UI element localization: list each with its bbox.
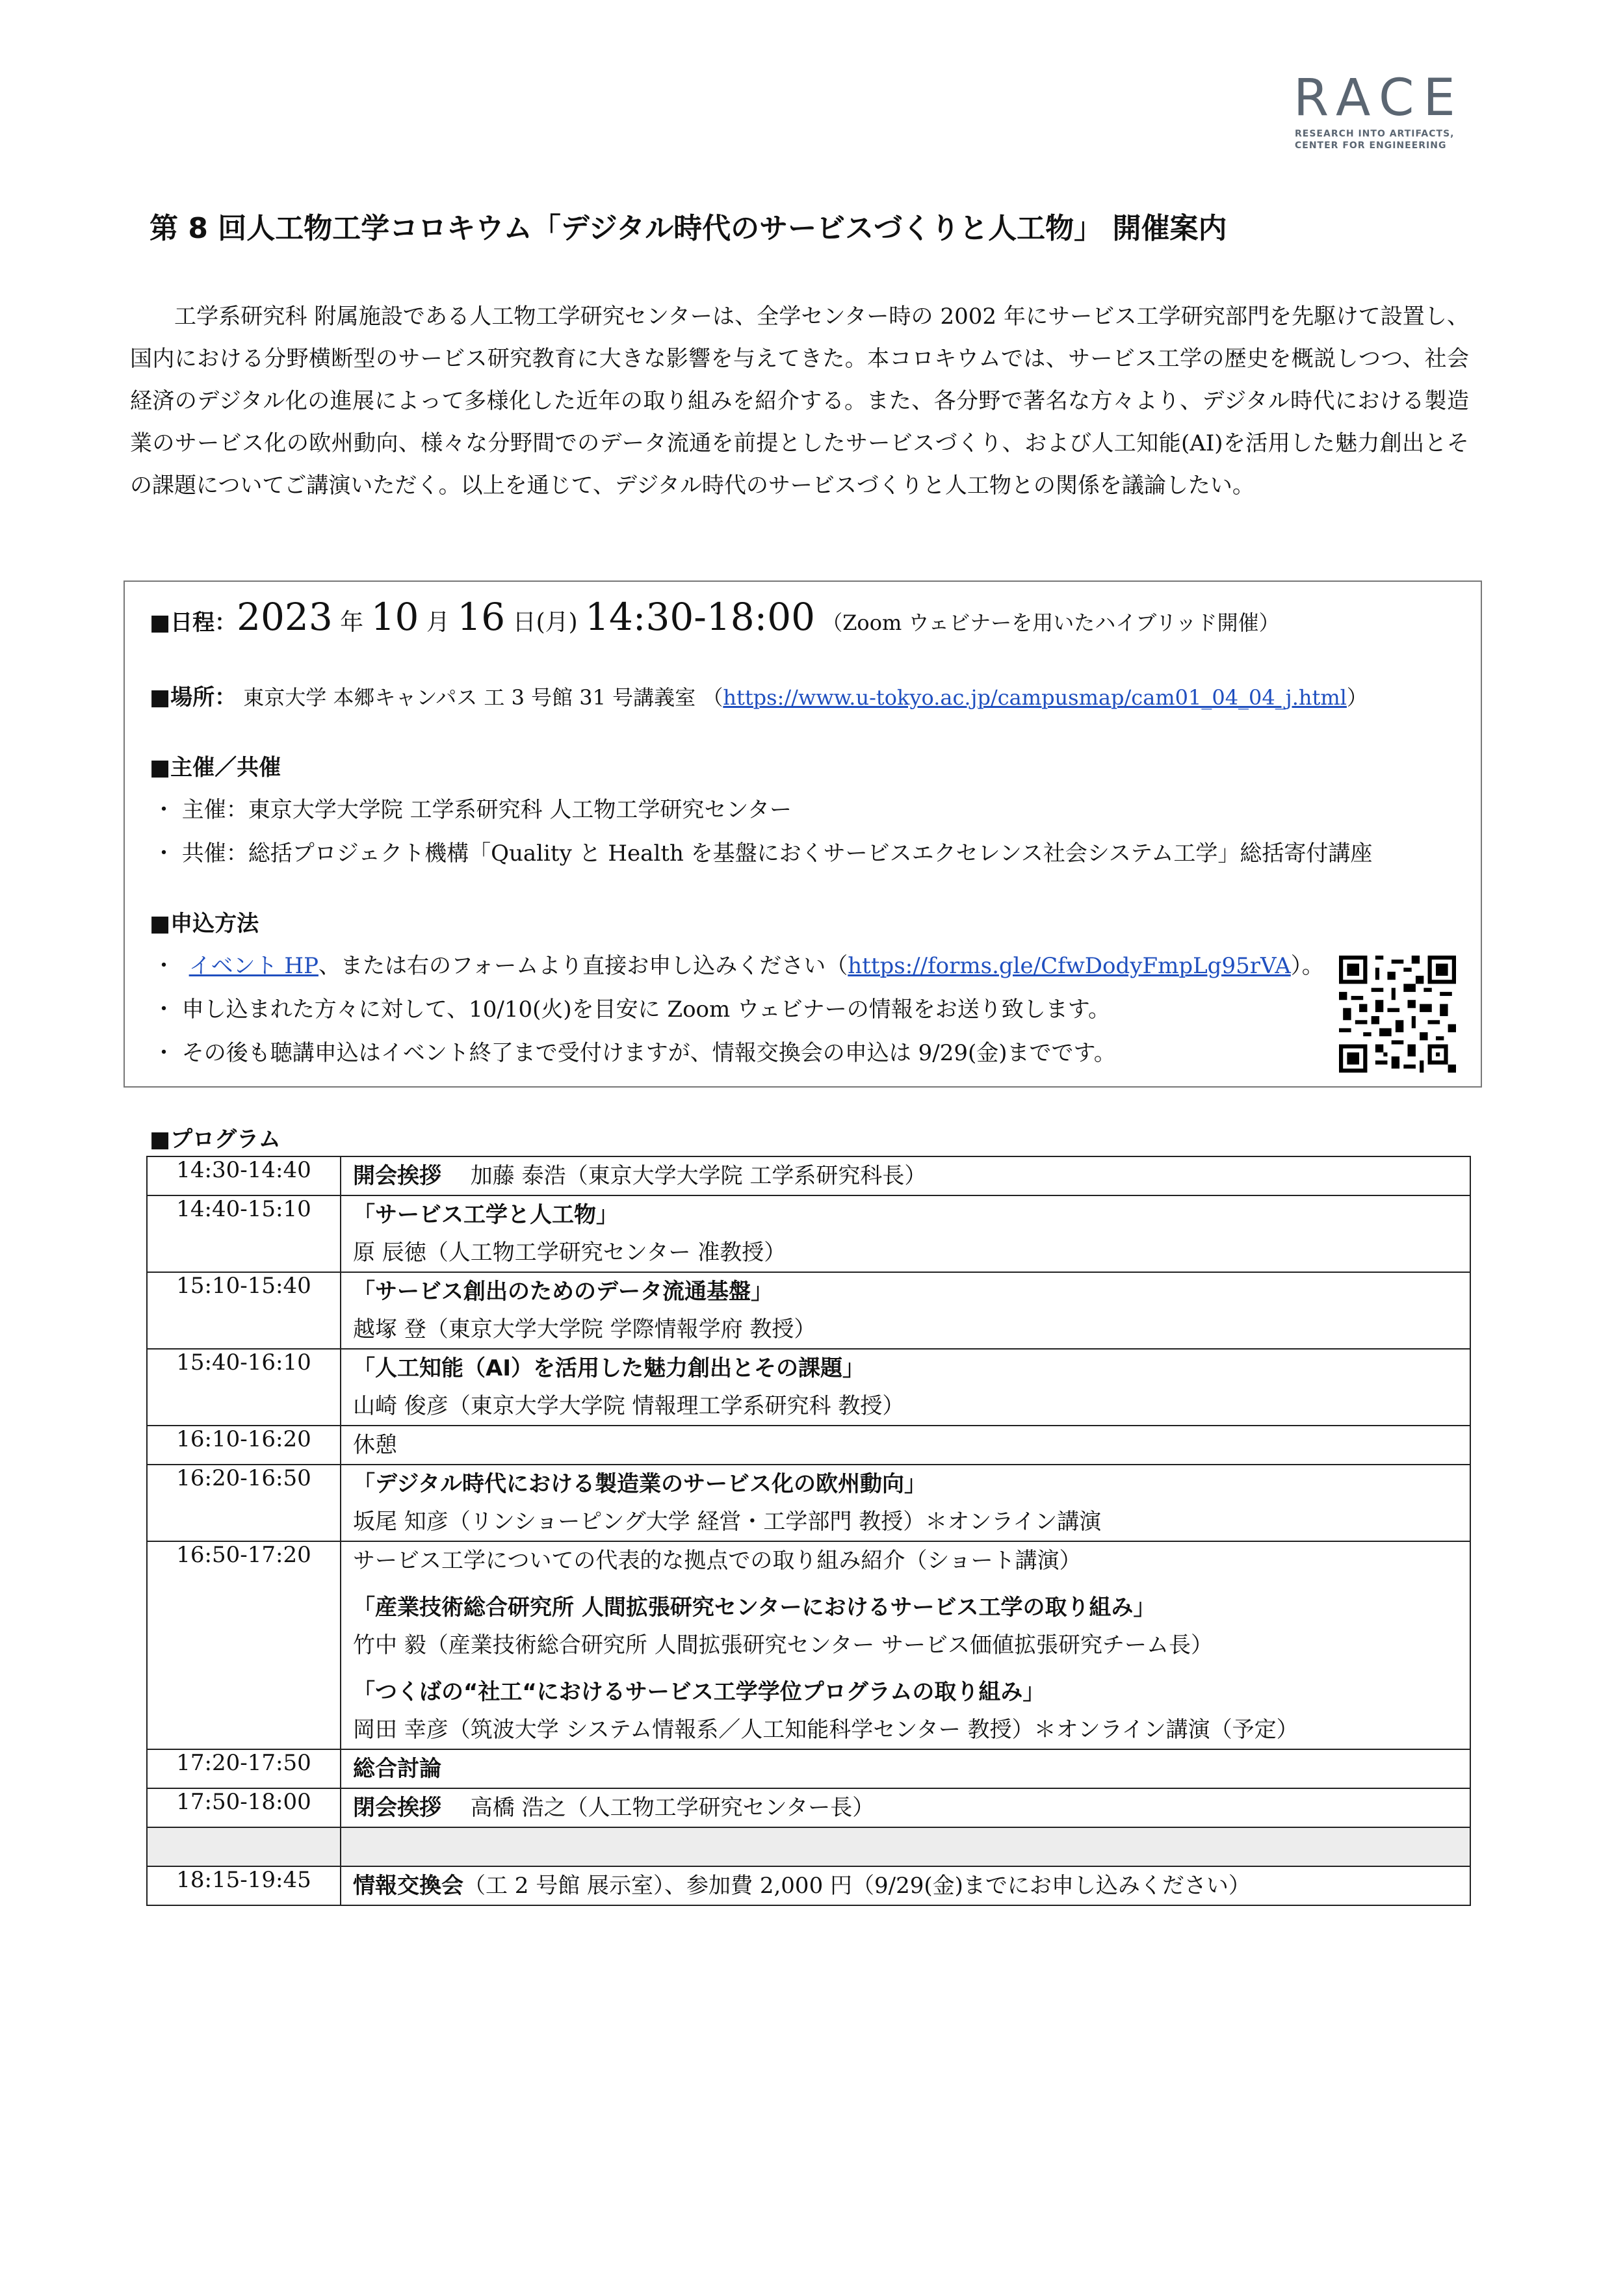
table-row xyxy=(147,1349,1470,1426)
time-cell: 17:50-18:00 xyxy=(147,1788,341,1827)
time-cell: 16:20-16:50 xyxy=(147,1465,341,1541)
application-item-3: ・ その後も聴講申込はイベント終了まで受付けますが、情報交換会の申込は 9/29(金)までです。 xyxy=(153,1040,1116,1066)
time-cell: 14:40-15:10 xyxy=(147,1195,341,1272)
table-row xyxy=(147,1866,1470,1905)
intro-paragraph: 工学系研究科 附属施設である人工物工学研究センターは、全学センター時の 2002 年にサービス工学研究部門を先駆けて設置し、国内における分野横断型のサービス研究教育に大きな影響を与えてきた。本コロキウムでは、サービス工学の歴史を概説しつつ、社会経済のデジタル化の進展によって多様化した近年の取り組みを紹介する。また、各分野で著名な方々より、デジタル時代における製造業のサービス化の欧州動向、様々な分野間でのデータ流通を前提としたサービスづくり、および人工知能(AI)を活用した魅力創出とその課題についてご講演いただく。以上を通じて、デジタル時代のサービスづくりと人工物との関係を議論したい。 xyxy=(130,304,1469,499)
session-intro-text: サービス工学についての代表的な拠点での取り組み紹介（ショート講演） xyxy=(353,1548,1082,1574)
event-hp-link[interactable]: イベント HP xyxy=(188,953,318,979)
table-row xyxy=(147,1426,1470,1465)
description-cell xyxy=(341,1272,1470,1349)
venue-map-link[interactable]: https://www.u-tokyo.ac.jp/campusmap/cam01_04_04_j.html xyxy=(723,685,1347,710)
session-title: 「サービス工学と人工物」 xyxy=(353,1202,618,1228)
session-title: 総合討論 xyxy=(353,1756,441,1782)
session-title: 「サービス創出のためのデータ流通基盤」 xyxy=(353,1279,773,1305)
time-cell: 17:20-17:50 xyxy=(147,1749,341,1788)
event-detail-text: （工 2 号館 展示室）、参加費 2,000 円（9/29(金)までにお申し込みください） xyxy=(463,1873,1251,1899)
table-row xyxy=(147,1195,1470,1272)
time-cell: 15:40-16:10 xyxy=(147,1349,341,1426)
program-heading: ■プログラム xyxy=(150,1127,281,1153)
speaker-text: 坂尾 知彦（リンショーピング大学 経営・工学部門 教授）＊オンライン講演 xyxy=(353,1509,1102,1535)
table-row xyxy=(147,1541,1470,1749)
session-title: 「デジタル時代における製造業のサービス化の欧州動向」 xyxy=(353,1471,926,1497)
schedule-label: ■日程： xyxy=(150,610,237,636)
description-cell xyxy=(341,1426,1470,1465)
session-title: 開会挨拶 xyxy=(353,1163,441,1189)
table-row xyxy=(147,1272,1470,1349)
speaker-text: 岡田 幸彦（筑波大学 システム情報系／人工知能科学センター 教授）＊オンライン講演（予定） xyxy=(353,1717,1299,1743)
time-cell: 16:50-17:20 xyxy=(147,1541,341,1749)
schedule-note: （Zoom ウェビナーを用いたハイブリッド開催） xyxy=(815,610,1280,635)
application-form-link[interactable]: https://forms.gle/CfwDodyFmpLg95rVA xyxy=(848,953,1291,979)
description-cell xyxy=(341,1465,1470,1541)
session-title: 閉会挨拶 xyxy=(353,1795,441,1821)
session-title: 「つくばの“社工“におけるサービス工学学位プログラムの取り組み」 xyxy=(353,1679,1045,1705)
blank-text xyxy=(353,1828,1458,1866)
application-item-1-close: ）。 xyxy=(1290,953,1324,979)
description-cell xyxy=(341,1195,1470,1272)
speaker-text: 山崎 俊彦（東京大学大学院 情報理工学系研究科 教授） xyxy=(353,1393,905,1419)
break-text: 休憩 xyxy=(353,1432,397,1458)
venue-line xyxy=(150,679,1368,711)
speaker-text: 竹中 毅（産業技術総合研究所 人間拡張研究センター サービス価値拡張研究チーム長） xyxy=(353,1632,1214,1658)
document-title: 第 8 回人工物工学コロキウム「デジタル時代のサービスづくりと人工物」 開催案内 xyxy=(150,212,1227,245)
session-title: 「人工知能（AI）を活用した魅力創出とその課題」 xyxy=(353,1355,864,1381)
schedule-month-unit: 月 xyxy=(419,609,458,636)
table-row xyxy=(147,1156,1470,1195)
time-cell: 16:10-16:20 xyxy=(147,1426,341,1465)
speaker-text: 越塚 登（東京大学大学院 学際情報学府 教授） xyxy=(353,1316,816,1342)
table-row xyxy=(147,1465,1470,1541)
description-cell xyxy=(341,1788,1470,1827)
logo-subtitle-line1: RESEARCH INTO ARTIFACTS, xyxy=(1295,129,1455,139)
race-logo xyxy=(1294,69,1470,157)
time-cell: 14:30-14:40 xyxy=(147,1156,341,1195)
organizers-heading: ■主催／共催 xyxy=(150,755,281,781)
description-cell xyxy=(341,1866,1470,1905)
speaker-text: 加藤 泰浩（東京大学大学院 工学系研究科長） xyxy=(441,1163,927,1189)
description-cell xyxy=(341,1349,1470,1426)
description-cell xyxy=(341,1541,1470,1749)
schedule-day: 16 xyxy=(457,595,506,639)
schedule-line xyxy=(150,595,1280,639)
speaker-text: 原 辰徳（人工物工学研究センター 准教授） xyxy=(353,1240,786,1266)
time-cell xyxy=(147,1827,341,1866)
time-cell: 15:10-15:40 xyxy=(147,1272,341,1349)
logo-subtitle-line2: CENTER FOR ENGINEERING xyxy=(1295,140,1447,151)
time-cell: 18:15-19:45 xyxy=(147,1866,341,1905)
logo-word: RACE xyxy=(1294,69,1464,127)
application-item-1-text: 、または右のフォームより直接お申し込みください（ xyxy=(318,953,848,979)
venue-label: ■場所： xyxy=(150,685,237,711)
description-cell xyxy=(341,1156,1470,1195)
speaker-text: 高橋 浩之（人工物工学研究センター長） xyxy=(441,1795,875,1821)
schedule-day-unit: 日(月) xyxy=(505,609,586,636)
schedule-time: 14:30-18:00 xyxy=(585,595,816,639)
application-item-1 xyxy=(153,948,1324,980)
session-title: 「産業技術総合研究所 人間拡張研究センターにおけるサービス工学の取り組み」 xyxy=(353,1595,1156,1621)
organizer-item: ・ 主催：東京大学大学院 工学系研究科 人工物工学研究センター xyxy=(153,797,792,823)
venue-text: 東京大学 本郷キャンパス 工 3 号館 31 号講義室 （ xyxy=(237,685,723,710)
venue-close: ） xyxy=(1346,685,1368,710)
application-heading: ■申込方法 xyxy=(150,911,259,937)
table-row xyxy=(147,1749,1470,1788)
description-cell xyxy=(341,1827,1470,1866)
schedule-year: 2023 xyxy=(237,595,333,639)
table-row-blank xyxy=(147,1827,1470,1866)
description-cell xyxy=(341,1749,1470,1788)
table-row xyxy=(147,1788,1470,1827)
session-title: 情報交換会 xyxy=(353,1873,463,1899)
bullet-dot: ・ xyxy=(153,953,175,979)
schedule-year-unit: 年 xyxy=(332,609,371,636)
application-item-2: ・ 申し込まれた方々に対して、10/10(火)を目安に Zoom ウェビナーの情報をお送り致します。 xyxy=(153,997,1110,1023)
schedule-month: 10 xyxy=(370,595,419,639)
program-table xyxy=(146,1156,1471,1906)
co-organizer-item: ・ 共催：総括プロジェクト機構「Quality と Health を基盤におくサービスエクセレンス社会システム工学」総括寄付講座 xyxy=(153,841,1373,867)
qr-code-icon[interactable] xyxy=(1339,956,1456,1073)
